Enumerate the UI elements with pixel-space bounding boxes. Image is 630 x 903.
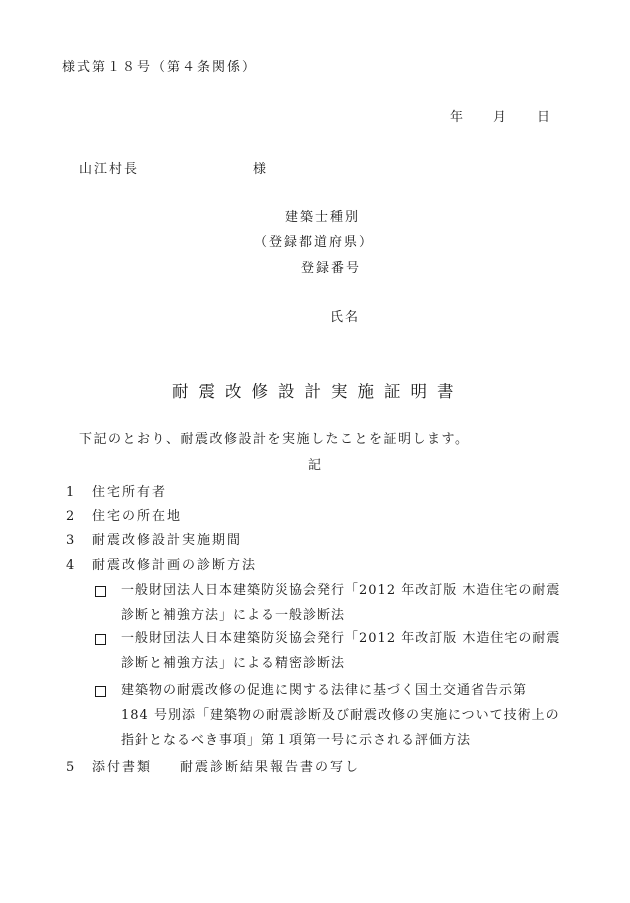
registration-label: 登録番号 bbox=[301, 261, 362, 276]
item-number: 1 bbox=[66, 485, 75, 500]
method-ministry-line2: 184 号別添「建築物の耐震診断及び耐震改修の実施について技術上の bbox=[121, 708, 560, 723]
item-number: 5 bbox=[66, 760, 75, 775]
method-general-line2: 診断と補強方法」による一般診断法 bbox=[121, 608, 346, 623]
item-number: 2 bbox=[66, 509, 75, 524]
item-label-attachments: 添付書類 bbox=[92, 760, 153, 775]
date-month-label: 月 bbox=[493, 110, 507, 125]
item-label-method: 耐震改修計画の診断方法 bbox=[92, 558, 258, 573]
name-label: 氏名 bbox=[330, 310, 361, 325]
method-ministry-line1: 建築物の耐震改修の促進に関する法律に基づく国土交通省告示第 bbox=[121, 683, 528, 698]
item-label-owner: 住宅所有者 bbox=[92, 485, 168, 500]
method-checkbox-general[interactable] bbox=[95, 586, 106, 597]
attachment-value: 耐震診断結果報告書の写し bbox=[180, 760, 361, 775]
method-ministry-line3: 指針となるべき事項」第１項第一号に示される評価方法 bbox=[121, 733, 472, 748]
date-day-label: 日 bbox=[537, 110, 551, 125]
architect-type-label: 建築士種別 bbox=[285, 210, 361, 225]
recipient-name: 山江村長 bbox=[79, 162, 140, 177]
recipient-honorific: 様 bbox=[253, 162, 267, 177]
method-general-line1: 一般財団法人日本建築防災協会発行「2012 年改訂版 木造住宅の耐震 bbox=[121, 583, 561, 598]
item-number: 3 bbox=[66, 533, 75, 548]
item-number: 4 bbox=[66, 558, 75, 573]
form-number: 様式第１８号（第４条関係） bbox=[62, 60, 258, 75]
prefecture-label: （登録都道府県） bbox=[254, 235, 375, 250]
ki-label: 記 bbox=[308, 458, 322, 473]
item-label-period: 耐震改修設計実施期間 bbox=[92, 533, 243, 548]
date-year-label: 年 bbox=[450, 110, 464, 125]
item-label-location: 住宅の所在地 bbox=[92, 509, 183, 524]
method-precise-line1: 一般財団法人日本建築防災協会発行「2012 年改訂版 木造住宅の耐震 bbox=[121, 631, 561, 646]
method-precise-line2: 診断と補強方法」による精密診断法 bbox=[121, 656, 346, 671]
method-checkbox-ministry[interactable] bbox=[95, 686, 106, 697]
intro-text: 下記のとおり、耐震改修設計を実施したことを証明します。 bbox=[79, 432, 470, 447]
method-checkbox-precise[interactable] bbox=[95, 634, 106, 645]
page-title: 耐震改修設計実施証明書 bbox=[172, 382, 464, 401]
